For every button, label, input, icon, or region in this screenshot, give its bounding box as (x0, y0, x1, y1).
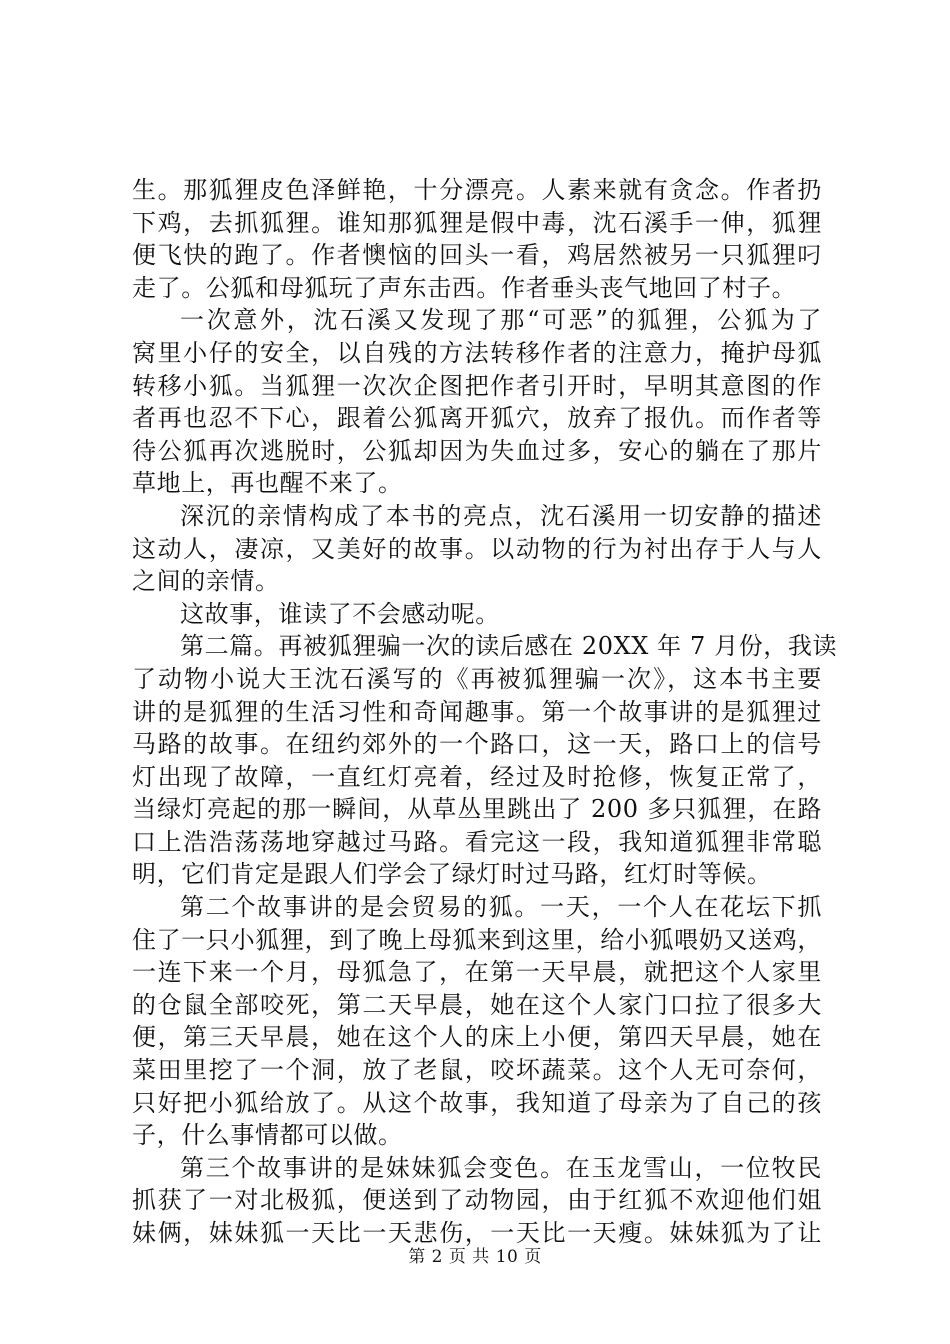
text-line: 了动物小说大王沈石溪写的《再被狐狸骗一次》，这本书主要 (132, 664, 822, 693)
text-line: 的仓鼠全部咬死，第二天早晨，她在这个人家门口拉了很多大 (132, 990, 822, 1019)
text-line: 只好把小狐给放了。从这个故事，我知道了母亲为了自己的孩 (132, 1088, 822, 1117)
text-line: 抓获了一对北极狐，便送到了动物园，由于红狐不欢迎他们姐 (132, 1186, 822, 1215)
text-line: 这故事，谁读了不会感动呢。 (180, 599, 500, 628)
text-line: 便飞快的跑了。作者懊恼的回头一看，鸡居然被另一只狐狸叼 (132, 241, 822, 270)
text-line: 便，第三天早晨，她在这个人的床上小便，第四天早晨，她在 (132, 1023, 822, 1052)
text-line: 第二篇。再被狐狸骗一次的读后感在 20XX 年 7 月份，我读 (180, 632, 838, 661)
page-footer (0, 1242, 950, 1267)
text-line: 一连下来一个月，母狐急了，在第一天早晨，就把这个人家里 (132, 958, 822, 987)
text-line: 口上浩浩荡荡地穿越过马路。看完这一段，我知道狐狸非常聪 (132, 827, 822, 856)
text-line: 窝里小仔的安全，以自残的方法转移作者的注意力，掩护母狐 (132, 338, 822, 367)
text-line: 讲的是狐狸的生活习性和奇闻趣事。第一个故事讲的是狐狸过 (132, 697, 822, 726)
text-line: 转移小狐。当狐狸一次次企图把作者引开时，早明其意图的作 (132, 371, 822, 400)
text-line: 住了一只小狐狸，到了晚上母狐来到这里，给小狐喂奶又送鸡， (132, 925, 822, 954)
text-line: 这动人，凄凉，又美好的故事。以动物的行为衬出存于人与人 (132, 534, 822, 563)
text-line: 明，它们肯定是跟人们学会了绿灯时过马路，红灯时等候。 (132, 860, 772, 889)
page-number-label: 第 2 页 共 10 页 (408, 1247, 542, 1267)
text-line: 菜田里挖了一个洞，放了老鼠，咬坏蔬菜。这个人无可奈何， (132, 1056, 822, 1085)
document-body (132, 174, 838, 1250)
text-line: 草地上，再也醒不来了。 (132, 469, 403, 498)
text-line: 深沉的亲情构成了本书的亮点，沈石溪用一切安静的描述 (180, 501, 822, 530)
text-line: 子，什么事情都可以做。 (132, 1121, 403, 1150)
text-line: 生。那狐狸皮色泽鲜艳，十分漂亮。人素来就有贪念。作者扔 (132, 176, 822, 204)
text-line: 妹俩，妹妹狐一天比一天悲伤，一天比一天瘦。妹妹狐为了让 (132, 1219, 822, 1247)
text-line: 之间的亲情。 (132, 567, 280, 596)
text-line: 当绿灯亮起的那一瞬间，从草丛里跳出了 200 多只狐狸，在路 (132, 795, 822, 824)
text-line: 第二个故事讲的是会贸易的狐。一天，一个人在花坛下抓 (180, 893, 822, 922)
text-line: 下鸡，去抓狐狸。谁知那狐狸是假中毒，沈石溪手一伸，狐狸 (132, 208, 822, 237)
text-line: 第三个故事讲的是妹妹狐会变色。在玉龙雪山，一位牧民 (180, 1153, 822, 1182)
text-line: 马路的故事。在纽约郊外的一个路口，这一天，路口上的信号 (132, 730, 822, 759)
text-line: 灯出现了故障，一直红灯亮着，经过及时抢修，恢复正常了， (132, 762, 822, 791)
text-line: 走了。公狐和母狐玩了声东击西。作者垂头丧气地回了村子。 (132, 273, 797, 302)
text-line: 者再也忍不下心，跟着公狐离开狐穴，放弃了报仇。而作者等 (132, 404, 822, 433)
text-line: 一次意外，沈石溪又发现了那“可恶”的狐狸，公狐为了 (180, 306, 822, 335)
text-line: 待公狐再次逃脱时，公狐却因为失血过多，安心的躺在了那片 (132, 436, 822, 465)
